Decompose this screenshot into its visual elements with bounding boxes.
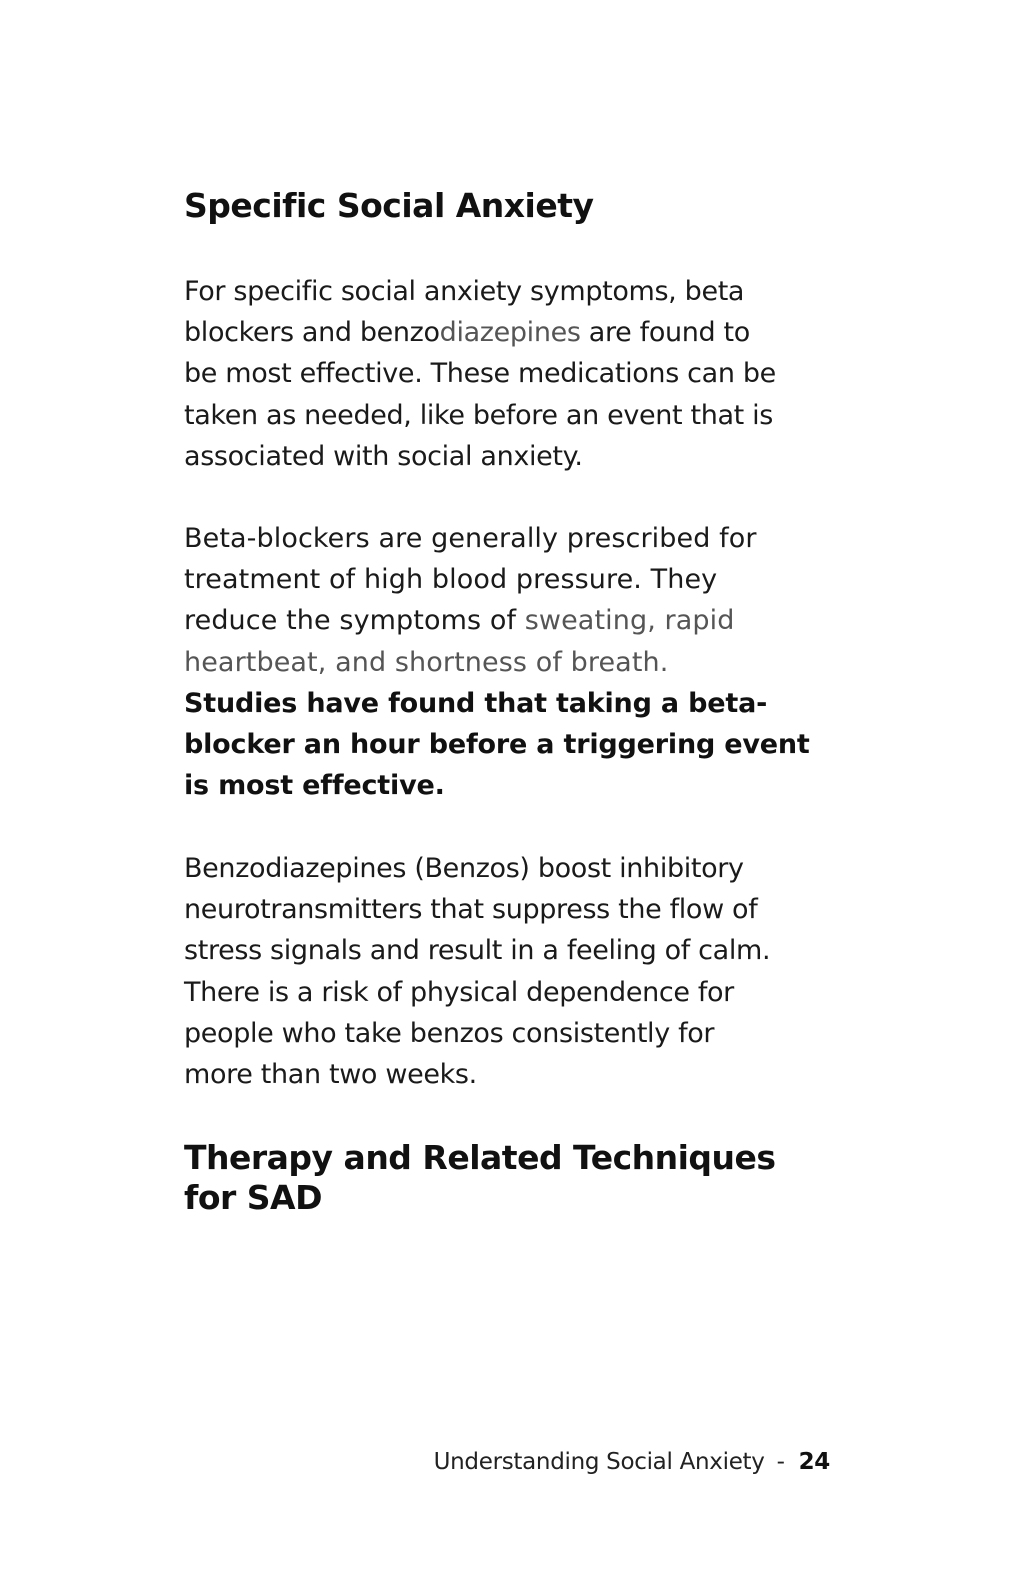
text-line-muted: heartbeat, and shortness of breath. [184, 646, 669, 678]
text-span: reduce the symptoms of [184, 605, 525, 637]
text-line: For specific social anxiety symptoms, beta [184, 276, 745, 307]
heading-line: for SAD [184, 1178, 322, 1217]
section-heading-specific-social-anxiety: Specific Social Anxiety [184, 186, 594, 225]
bold-text-line: is most effective. [184, 770, 445, 802]
text-span-muted: sweating, rapid [524, 605, 735, 637]
text-line: people who take benzos consistently for [184, 1017, 715, 1049]
text-line: Benzodiazepines (Benzos) boost inhibitory [184, 853, 744, 884]
text-span: are found to [580, 317, 750, 349]
footer-separator: - [776, 1449, 785, 1475]
text-line [184, 600, 810, 641]
text-line: taken as needed, like before an event that is [184, 399, 773, 431]
section-heading-therapy-techniques [184, 1138, 776, 1218]
paragraph-specific-anxiety-medications [184, 271, 776, 477]
text-line: stress signals and result in a feeling of calm. [184, 935, 771, 967]
text-span: blockers and benzo [184, 317, 440, 349]
text-line [184, 312, 776, 353]
paragraph-beta-blockers [184, 518, 810, 806]
text-line: be most effective. These medications can be [184, 358, 776, 390]
page-number: 24 [798, 1449, 830, 1475]
bold-text-line: Studies have found that taking a beta- [184, 687, 768, 719]
heading-line: Therapy and Related Techniques [184, 1138, 776, 1177]
text-line: Beta-blockers are generally prescribed for [184, 523, 757, 554]
text-line: There is a risk of physical dependence for [184, 976, 734, 1008]
text-line: more than two weeks. [184, 1059, 477, 1091]
footer-book-title: Understanding Social Anxiety [433, 1449, 765, 1475]
bold-text-line: blocker an hour before a triggering event [184, 729, 810, 761]
text-line: associated with social anxiety. [184, 440, 583, 472]
text-span-muted: diazepines [439, 317, 581, 349]
paragraph-benzodiazepines [184, 848, 770, 1095]
text-line: neurotransmitters that suppress the flow of [184, 894, 758, 926]
page-footer [434, 1446, 830, 1478]
text-line: treatment of high blood pressure. They [184, 564, 718, 596]
